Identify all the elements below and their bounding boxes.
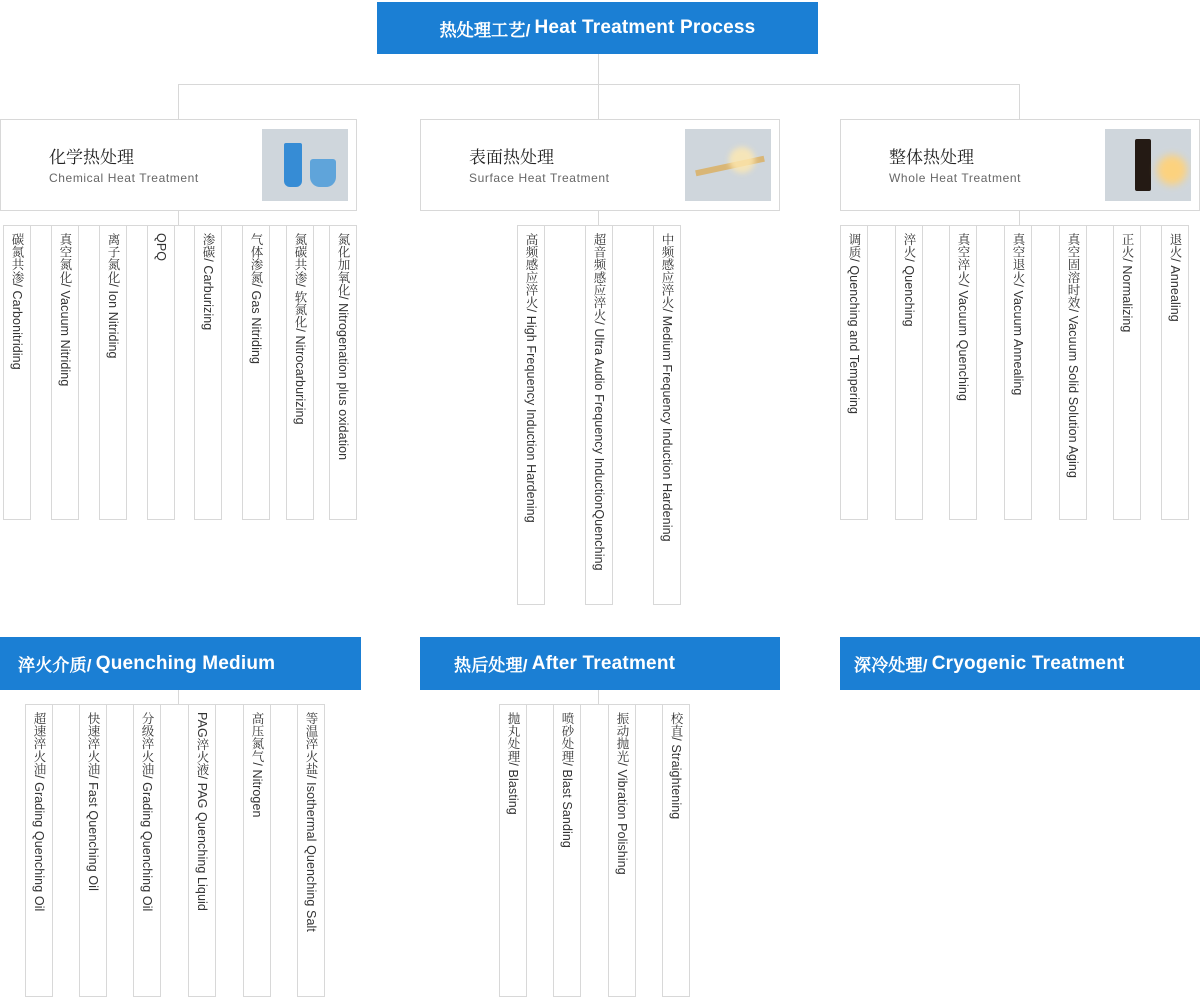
list-item[interactable] xyxy=(499,704,527,997)
connector xyxy=(598,211,599,225)
list-item-label: 退火/ Annealing xyxy=(1168,233,1182,322)
section-bar-after-treatment xyxy=(420,637,780,690)
diagram-title-en: Heat Treatment Process xyxy=(534,17,756,38)
section-title-cn: 淬火介质/ xyxy=(18,656,92,675)
list-item-label: 调质/ Quenching and Tempering xyxy=(847,233,861,415)
list-item[interactable] xyxy=(608,704,636,997)
category-card-surface[interactable] xyxy=(420,119,780,211)
list-item[interactable] xyxy=(517,225,545,605)
connector xyxy=(178,211,179,225)
list-item[interactable] xyxy=(949,225,977,520)
list-item[interactable] xyxy=(194,225,222,520)
list-item[interactable] xyxy=(188,704,216,997)
section-bar-quenching-medium xyxy=(0,637,361,690)
section-title-en: After Treatment xyxy=(531,652,676,674)
list-item-label: 氮碳共渗/ 软氮化/ Nitrocarburizing xyxy=(293,233,307,425)
list-item[interactable] xyxy=(3,225,31,520)
list-item-label: 真空退火/ Vacuum Annealing xyxy=(1011,233,1025,396)
diagram-title-bar xyxy=(377,2,818,54)
section-title-cn: 深冷处理/ xyxy=(854,656,928,675)
list-item-label: QPQ xyxy=(154,233,168,262)
list-item[interactable] xyxy=(133,704,161,997)
connector xyxy=(598,84,599,119)
list-item-label: 等温淬火盐/ Isothermal Quenching Salt xyxy=(304,712,318,932)
connector xyxy=(178,84,179,119)
list-item[interactable] xyxy=(51,225,79,520)
connector xyxy=(598,54,599,84)
category-title-en: Chemical Heat Treatment xyxy=(49,170,199,185)
list-item-label: 抛丸处理/ Blasting xyxy=(506,712,520,815)
chemistry-beakers-photo xyxy=(262,129,348,201)
list-item[interactable] xyxy=(297,704,325,997)
list-item-label: 快速淬火油/ Fast Quenching Oil xyxy=(86,712,100,891)
list-item-label: 高压氮气/ Nitrogen xyxy=(250,712,264,818)
list-item-label: 正火/ Normalizing xyxy=(1120,233,1134,333)
list-item-label: 离子氮化/ Ion Nitriding xyxy=(106,233,120,359)
list-item[interactable] xyxy=(243,704,271,997)
list-item[interactable] xyxy=(585,225,613,605)
list-item-label: 超音频感应淬火/ Ultra Audio Frequency InductionQuenching xyxy=(592,233,606,571)
list-item-label: 高频感应淬火/ High Frequency Induction Hardening xyxy=(524,233,538,523)
section-bar-cryogenic xyxy=(840,637,1200,690)
list-item[interactable] xyxy=(1059,225,1087,520)
section-title-en: Cryogenic Treatment xyxy=(931,652,1125,674)
list-item[interactable] xyxy=(242,225,270,520)
category-text xyxy=(421,145,610,185)
list-item[interactable] xyxy=(840,225,868,520)
category-text xyxy=(1,145,199,185)
list-item[interactable] xyxy=(895,225,923,520)
list-item[interactable] xyxy=(1113,225,1141,520)
category-title-cn: 整体热处理 xyxy=(889,148,974,168)
diagram-title-cn: 热处理工艺/ xyxy=(439,20,531,40)
list-item-label: 真空固溶时效/ Vacuum Solid Solution Aging xyxy=(1066,233,1080,479)
list-item[interactable] xyxy=(662,704,690,997)
connector xyxy=(178,690,179,704)
list-item-label: 超速淬火油/ Grading Quenching Oil xyxy=(32,712,46,912)
list-item[interactable] xyxy=(553,704,581,997)
furnace-worker-photo xyxy=(1105,129,1191,201)
list-item[interactable] xyxy=(286,225,314,520)
list-item[interactable] xyxy=(79,704,107,997)
category-card-whole[interactable] xyxy=(840,119,1200,211)
list-item-label: PAG淬火液/ PAG Quenching Liquid xyxy=(195,712,209,911)
list-item-label: 渗碳/ Carburizing xyxy=(201,233,215,331)
list-item[interactable] xyxy=(1161,225,1189,520)
list-item-label: 中频感应淬火/ Medium Frequency Induction Hardening xyxy=(660,233,674,542)
category-card-chemical[interactable] xyxy=(0,119,357,211)
list-item[interactable] xyxy=(147,225,175,520)
connector xyxy=(1019,84,1020,119)
category-text xyxy=(841,145,1021,185)
connector xyxy=(513,704,679,705)
section-title-cn: 热后处理/ xyxy=(454,656,528,675)
list-item-label: 淬火/ Quenching xyxy=(902,233,916,327)
category-title-en: Whole Heat Treatment xyxy=(889,170,1022,185)
list-item-label: 喷砂处理/ Blast Sanding xyxy=(560,712,574,848)
list-item-label: 振动抛光/ Vibration Polishing xyxy=(615,712,629,875)
induction-hardening-photo xyxy=(685,129,771,201)
category-title-en: Surface Heat Treatment xyxy=(469,170,610,185)
connector xyxy=(598,690,599,704)
category-title-cn: 化学热处理 xyxy=(49,148,134,168)
list-item-label: 真空氮化/ Vacuum Nitriding xyxy=(58,233,72,387)
list-item-label: 氮化加氧化/ Nitrogenation plus oxidation xyxy=(336,233,350,461)
list-item[interactable] xyxy=(329,225,357,520)
connector xyxy=(1019,211,1020,225)
category-title-cn: 表面热处理 xyxy=(469,148,554,168)
list-item[interactable] xyxy=(1004,225,1032,520)
section-title-en: Quenching Medium xyxy=(95,652,276,674)
list-item[interactable] xyxy=(99,225,127,520)
list-item-label: 校直/ Straightening xyxy=(669,712,683,820)
list-item-label: 气体渗氮/ Gas Nitriding xyxy=(249,233,263,365)
list-item-label: 分级淬火油/ Grading Quenching Oil xyxy=(140,712,154,912)
list-item-label: 真空淬火/ Vacuum Quenching xyxy=(956,233,970,402)
list-item-label: 碳氮共渗/ Carbonitriding xyxy=(10,233,24,370)
list-item[interactable] xyxy=(653,225,681,605)
list-item[interactable] xyxy=(25,704,53,997)
